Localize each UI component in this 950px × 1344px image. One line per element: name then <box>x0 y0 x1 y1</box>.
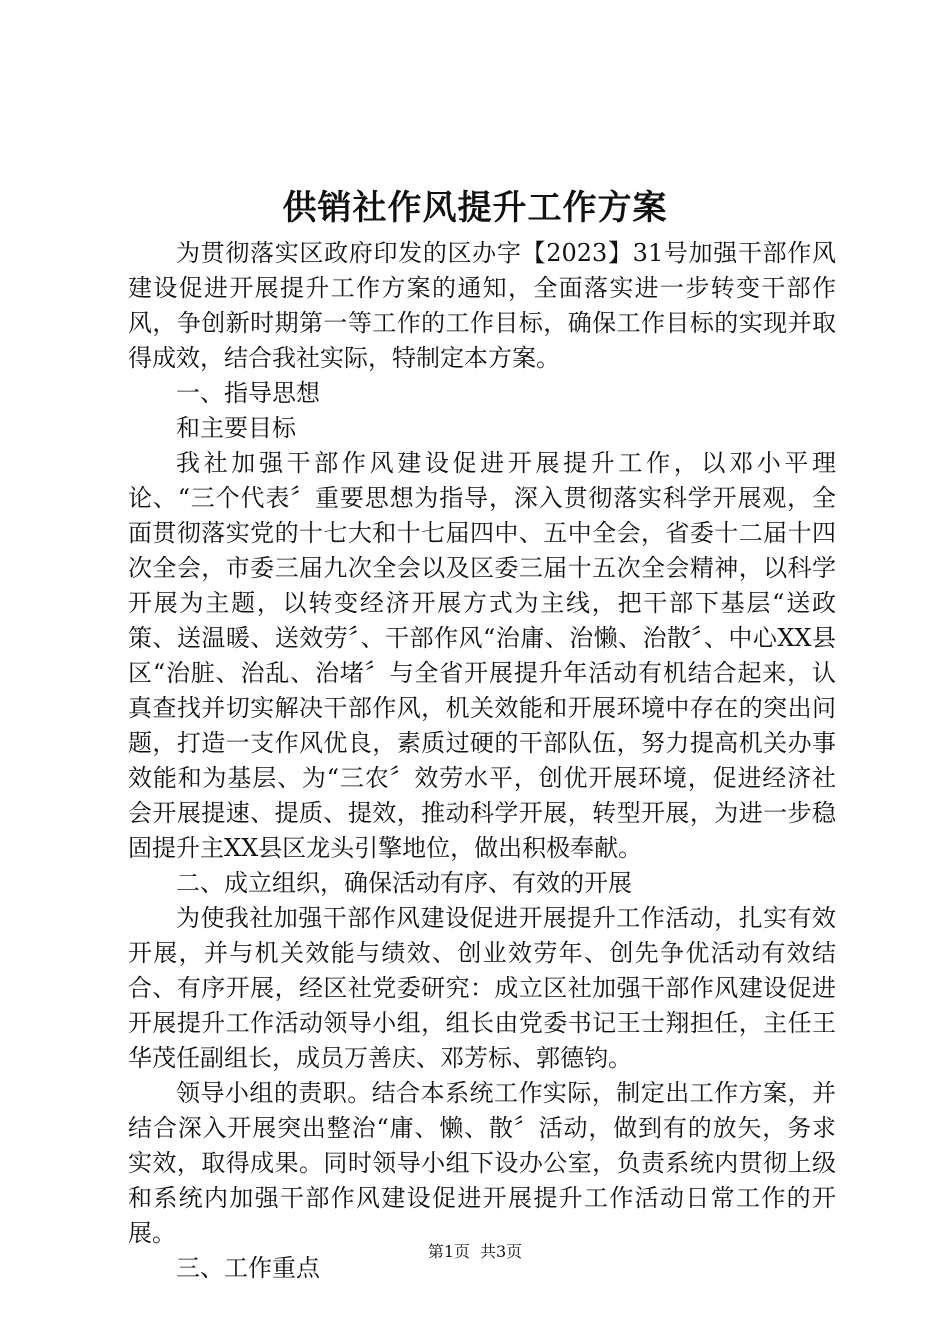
section-heading-3: 三、工作重点 <box>176 1254 320 1282</box>
organization-paragraph: 为使我社加强干部作风建设促进开展提升工作活动，扎实有效开展，并与机关效能与绩效、创业效劳年、创先争优活动有效结合、有序开展，经区社党委研究：成立区社加强干部作风建设促进开展提升工作活动领导小组，组长由党委书记王士翔担任，主任王华茂任副组长，成员万善庆、邓芳标、郭德钧。 <box>128 904 836 1072</box>
section-heading-1: 一、指导思想 <box>176 379 320 407</box>
section-heading-1-continued: 和主要目标 <box>176 414 296 442</box>
responsibility-paragraph: 领导小组的责职。结合本系统工作实际，制定出工作方案，并结合深入开展突出整治“庸、懒、散〞活动，做到有的放矢，务求实效，取得成果。同时领导小组下设办公室，负责系统内贯彻上级和系统内加强干部作风建设促进开展提升工作活动日常工作的开展。 <box>128 1079 836 1247</box>
section-heading-2: 二、成立组织，确保活动有序、有效的开展 <box>176 869 632 897</box>
page-footer <box>0 1241 950 1263</box>
page-number-current: 第1页 <box>427 1242 470 1261</box>
document-title: 供销社作风提升工作方案 <box>282 188 668 228</box>
intro-paragraph: 为贯彻落实区政府印发的区办字【2023】31号加强干部作风建设促进开展提升工作方案的通知，全面落实进一步转变干部作风，争创新时期第一等工作的工作目标，确保工作目标的实现并取得成效，结合我社实际，特制定本方案。 <box>128 239 836 372</box>
guiding-thought-paragraph: 我社加强干部作风建设促进开展提升工作，以邓小平理论、“三个代表〞重要思想为指导，深入贯彻落实科学开展观，全面贯彻落实党的十七大和十七届四中、五中全会，省委十二届十四次全会，市委三届九次全会以及区委三届十五次全会精神，以科学开展为主题，以转变经济开展方式为主线，把干部下基层“送政策、送温暖、送效劳〞、干部作风“治庸、治懒、治散〞、中心XX县区“治脏、治乱、治堵〞与全省开展提升年活动有机结合起来，认真查找并切实解决干部作风，机关效能和开展环境中存在的突出问题，打造一支作风优良，素质过硬的干部队伍，努力提高机关办事效能和为基层、为“三农〞效劳水平，创优开展环境，促进经济社会开展提速、提质、提效，推动科学开展，转型开展，为进一步稳固提升主XX县区龙头引擎地位，做出积极奉献。 <box>128 449 836 862</box>
document-body <box>128 236 836 1286</box>
page-number-total: 共3页 <box>480 1242 523 1261</box>
